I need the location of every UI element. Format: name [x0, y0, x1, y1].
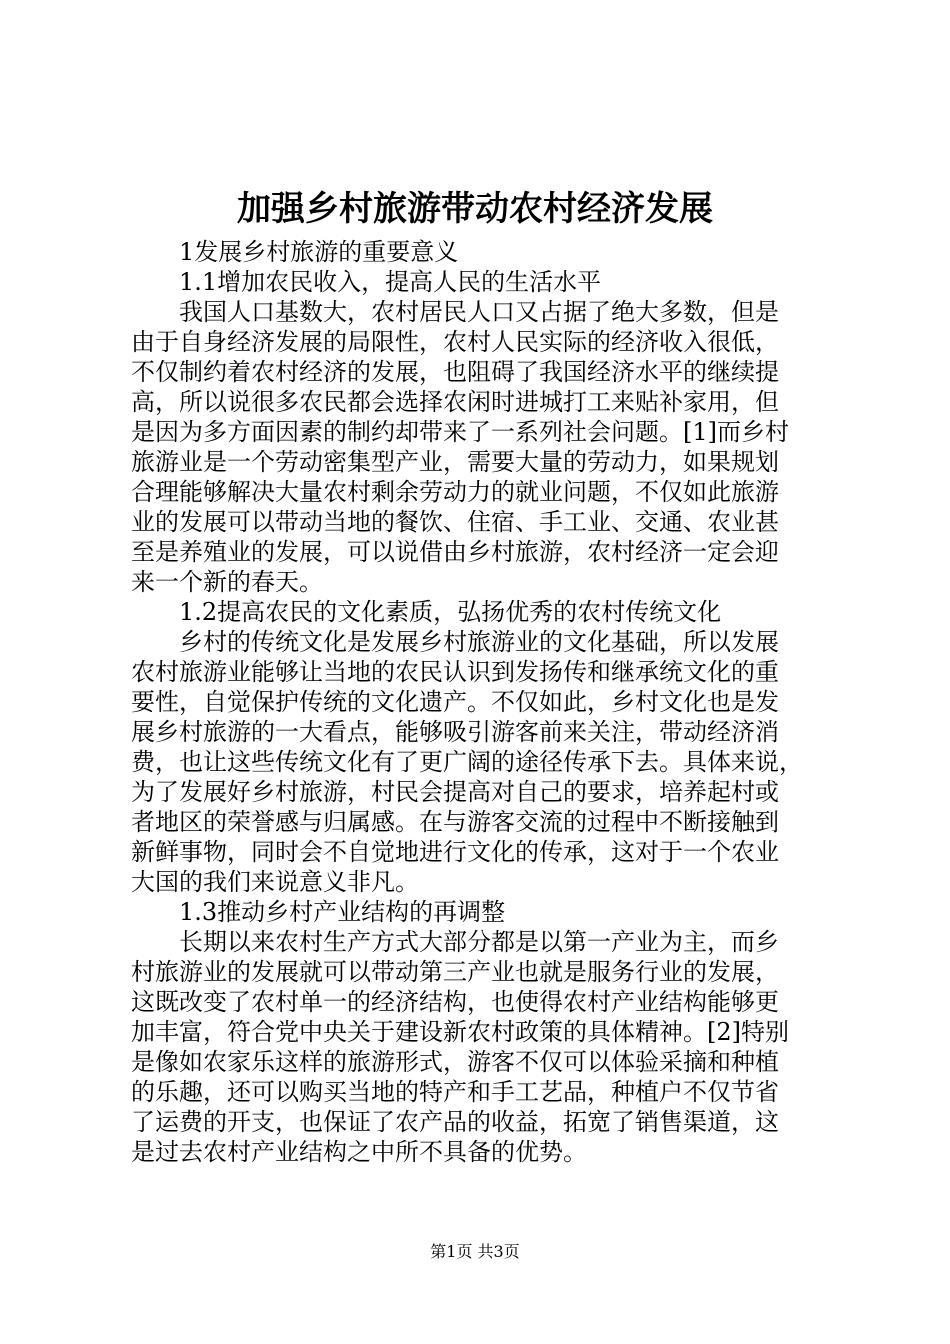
text-line: 是过去农村产业结构之中所不具备的优势。: [131, 1138, 587, 1166]
text-line: 长期以来农村生产方式大部分都是以第一产业为主，而乡: [179, 928, 779, 956]
text-line: 1.3推动乡村产业结构的再调整: [179, 898, 506, 926]
text-line: 至是养殖业的发展，可以说借由乡村旅游，农村经济一定会迎: [131, 538, 779, 566]
page-footer: 第1页 共3页: [430, 1242, 520, 1261]
text-line: 乡村的传统文化是发展乡村旅游业的文化基础，所以发展: [179, 628, 779, 656]
text-line: 1.1增加农民收入，提高人民的生活水平: [179, 268, 602, 296]
text-line: 要性，自觉保护传统的文化遗产。不仅如此，乡村文化也是发: [131, 688, 779, 716]
text-line: 不仅制约着农村经济的发展，也阻碍了我国经济水平的继续提: [131, 358, 779, 386]
text-line: 高，所以说很多农民都会选择农闲时进城打工来贴补家用，但: [131, 388, 779, 416]
text-line: 的乐趣，还可以购买当地的特产和手工艺品，种植户不仅节省: [131, 1078, 779, 1106]
text-line: 展乡村旅游的一大看点，能够吸引游客前来关注，带动经济消: [131, 718, 779, 746]
text-line: 为了发展好乡村旅游，村民会提高对自己的要求，培养起村或: [131, 778, 779, 806]
text-line: 了运费的开支，也保证了农产品的收益，拓宽了销售渠道，这: [131, 1108, 779, 1136]
text-line: 这既改变了农村单一的经济结构，也使得农村产业结构能够更: [131, 988, 779, 1016]
text-line: 我国人口基数大，农村居民人口又占据了绝大多数，但是: [179, 298, 779, 326]
text-line: 旅游业是一个劳动密集型产业，需要大量的劳动力，如果规划: [131, 448, 779, 476]
text-line: 加丰富，符合党中央关于建设新农村政策的具体精神。[2]特别: [131, 1018, 789, 1046]
text-line: 者地区的荣誉感与归属感。在与游客交流的过程中不断接触到: [131, 808, 779, 836]
text-line: 合理能够解决大量农村剩余劳动力的就业问题，不仅如此旅游: [131, 478, 779, 506]
text-line: 1发展乡村旅游的重要意义: [179, 238, 459, 266]
text-line: 村旅游业的发展就可以带动第三产业也就是服务行业的发展，: [131, 958, 779, 986]
text-line: 来一个新的春天。: [131, 568, 323, 596]
document-body: [131, 237, 831, 1167]
text-line: 由于自身经济发展的局限性，农村人民实际的经济收入很低，: [131, 328, 779, 356]
text-line: 是因为多方面因素的制约却带来了一系列社会问题。[1]而乡村: [131, 418, 789, 446]
text-line: 农村旅游业能够让当地的农民认识到发扬传和继承统文化的重: [131, 658, 779, 686]
text-line: 1.2提高农民的文化素质，弘扬优秀的农村传统文化: [179, 598, 722, 626]
text-line: 新鲜事物，同时会不自觉地进行文化的传承，这对于一个农业: [131, 838, 779, 866]
text-line: 业的发展可以带动当地的餐饮、住宿、手工业、交通、农业甚: [131, 508, 779, 536]
text-line: 费，也让这些传统文化有了更广阔的途径传承下去。具体来说，: [131, 748, 803, 776]
text-line: 大国的我们来说意义非凡。: [131, 868, 419, 896]
document-title: 加强乡村旅游带动农村经济发展: [237, 189, 713, 229]
text-line: 是像如农家乐这样的旅游形式，游客不仅可以体验采摘和种植: [131, 1048, 779, 1076]
